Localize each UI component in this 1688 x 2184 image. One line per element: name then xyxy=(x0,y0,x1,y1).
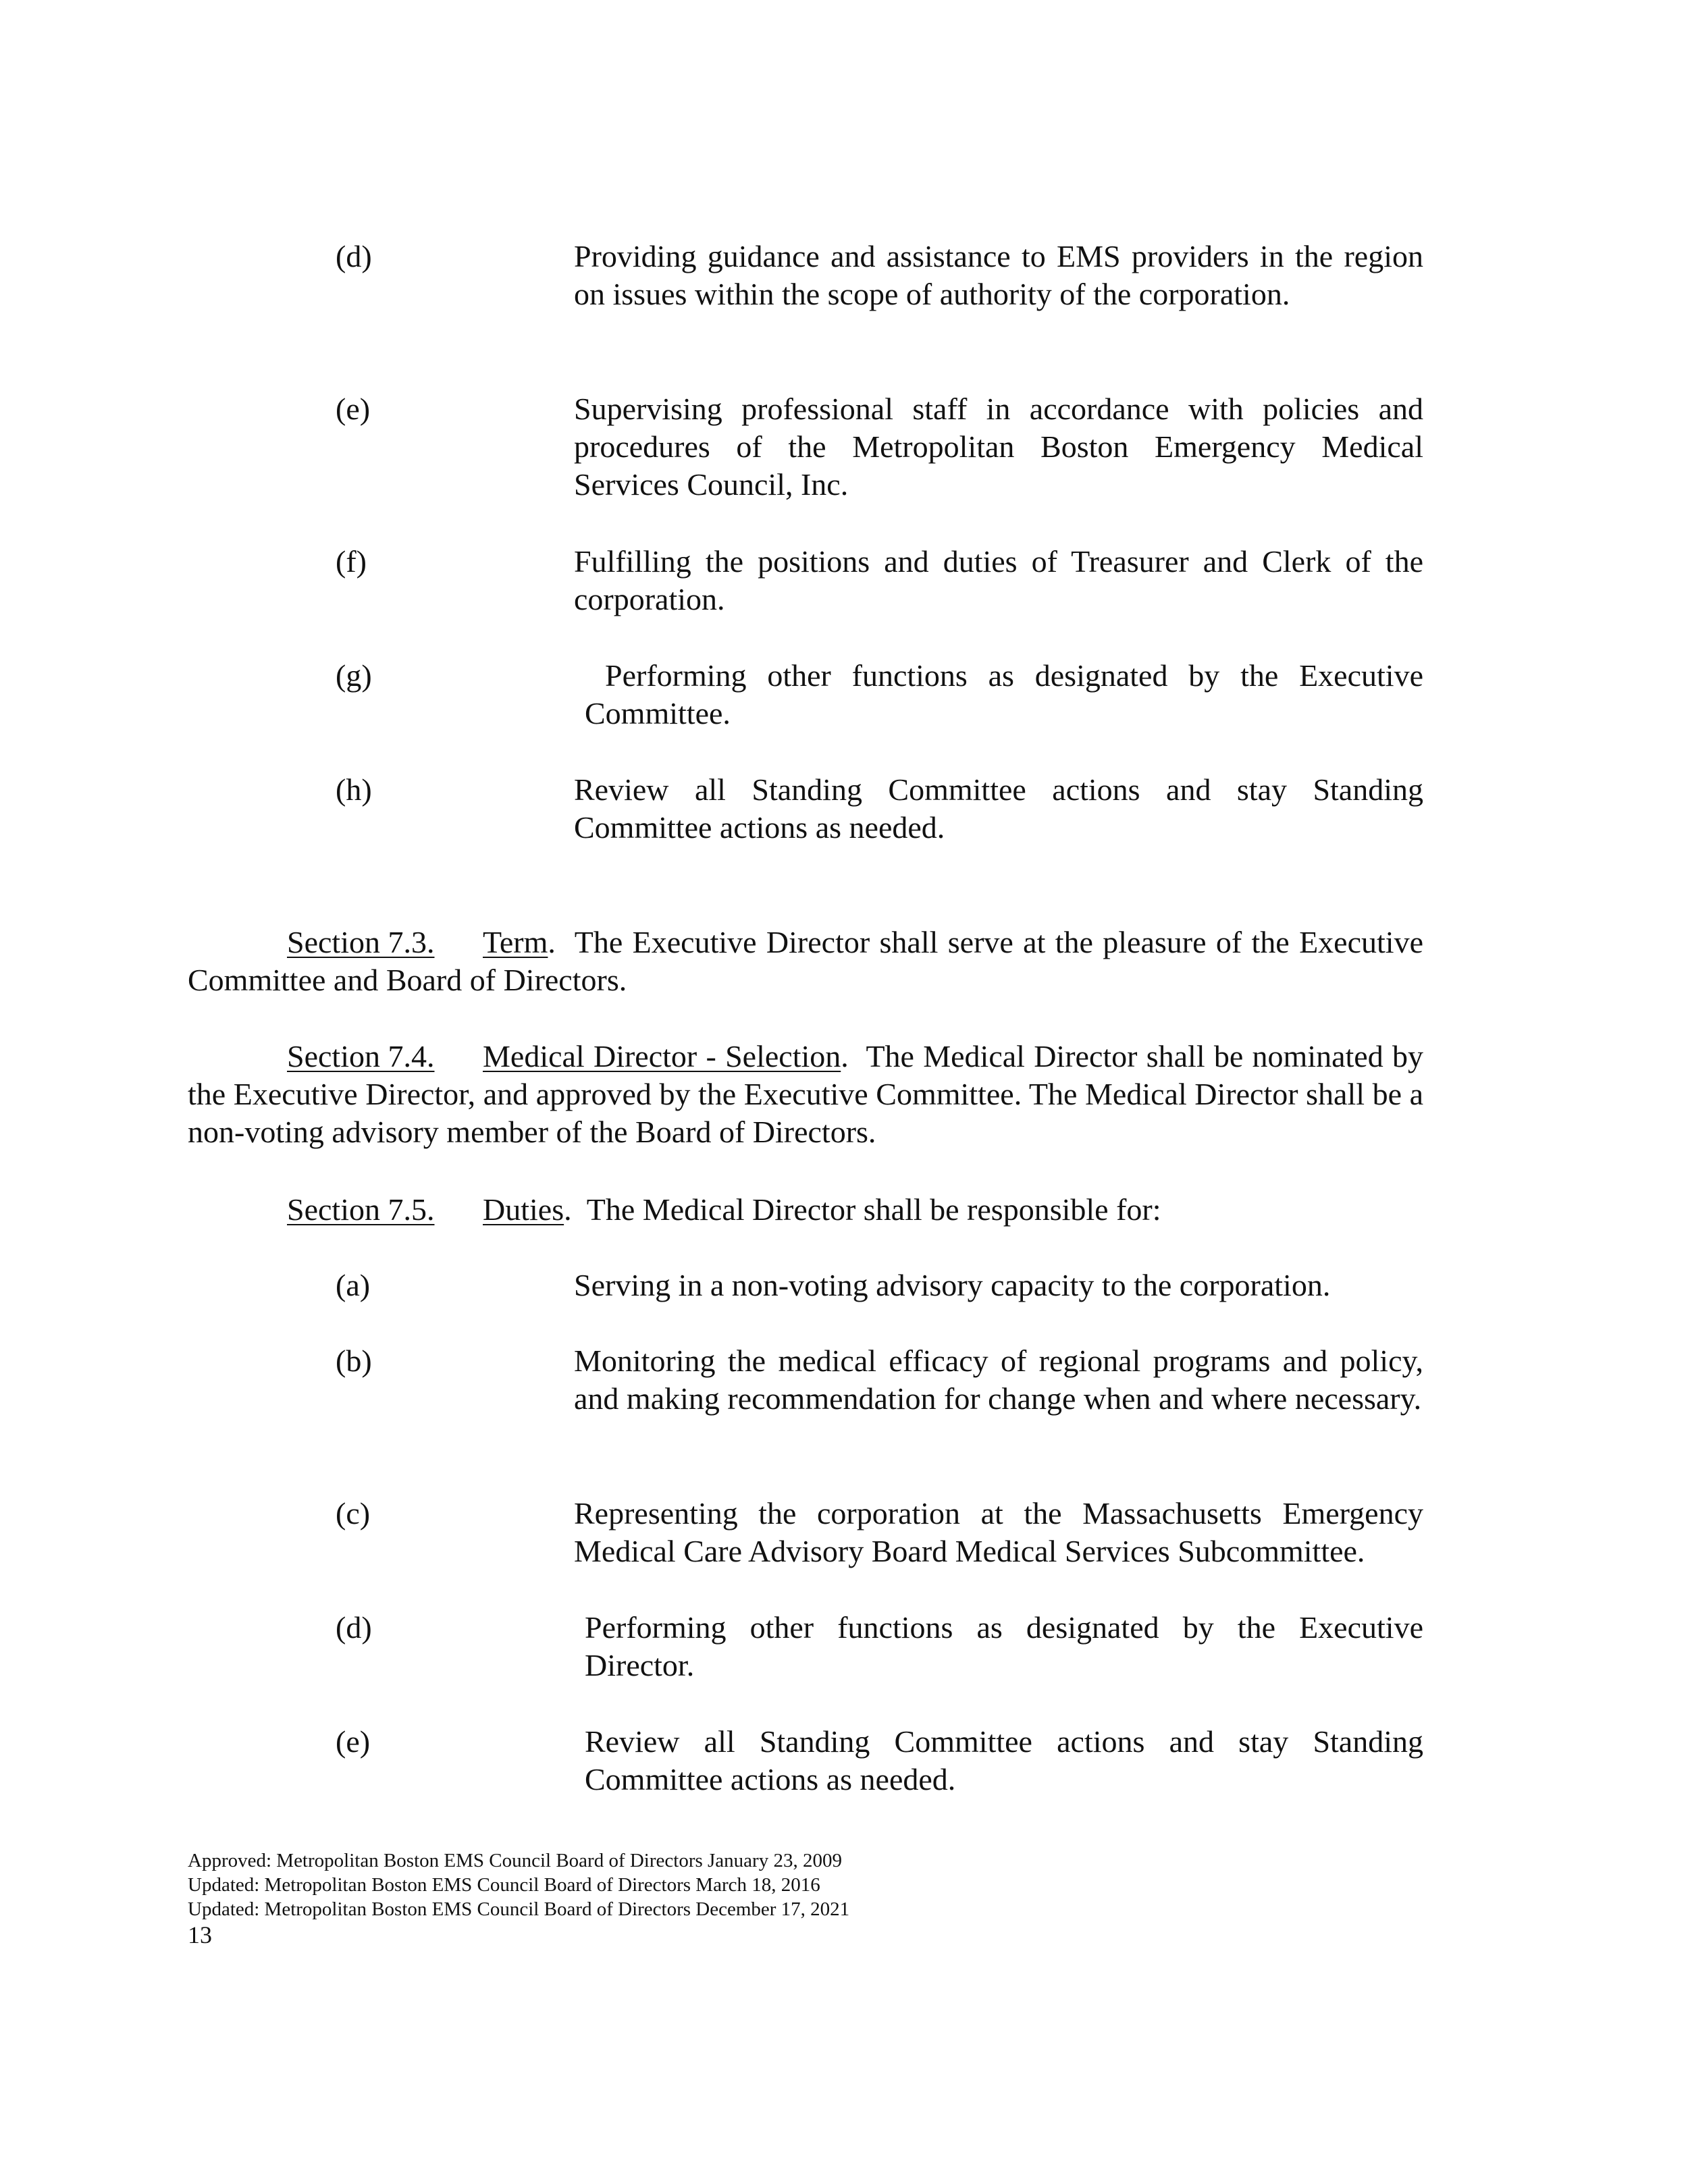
item-text: Representing the corporation at the Massachusetts Emergency Medical Care Advisory Board Medical Services Subcommittee. xyxy=(574,1496,1423,1568)
item-text: Performing other functions as designated by the Executive Committee. xyxy=(585,658,1423,730)
section-text: The Medical Director shall be responsible for: xyxy=(586,1192,1161,1227)
item-text: Providing guidance and assistance to EMS providers in the region on issues within the scope of authority of the corporation. xyxy=(574,239,1423,311)
heading-period: . xyxy=(564,1192,587,1227)
item-label: (h) xyxy=(336,772,372,807)
section-7-5 xyxy=(188,1191,1423,1229)
footer-updated-2: Updated: Metropolitan Boston EMS Council Board of Directors December 17, 2021 xyxy=(188,1898,850,1920)
item-label: (b) xyxy=(336,1343,372,1378)
item-label: (g) xyxy=(336,658,372,693)
section-heading: Medical Director - Selection xyxy=(483,1039,841,1073)
item-text: Serving in a non-voting advisory capacity to the corporation. xyxy=(574,1268,1331,1302)
item-label: (c) xyxy=(336,1496,371,1530)
section-7-3 xyxy=(188,924,1423,999)
heading-period: . xyxy=(548,925,575,959)
section-heading: Term xyxy=(483,925,548,959)
footer-approved: Approved: Metropolitan Boston EMS Council Board of Directors January 23, 2009 xyxy=(188,1850,842,1871)
item-text: Monitoring the medical efficacy of regional programs and policy, and making recommendation for change when and where necessary. xyxy=(574,1343,1423,1416)
section-number: Section 7.3. xyxy=(287,925,435,959)
section-text: The Executive Director shall serve at the pleasure of the Executive Committee and Board of Directors. xyxy=(188,925,1423,997)
item-label: (d) xyxy=(336,239,372,273)
item-text: Performing other functions as designated by the Executive Director. xyxy=(585,1610,1423,1682)
item-text xyxy=(574,771,1423,847)
footer-updated-1: Updated: Metropolitan Boston EMS Council Board of Directors March 18, 2016 xyxy=(188,1874,820,1896)
section-text: The Medical Director shall be nominated by the Executive Director, and approved by the Executive Committee. The Medical Director shall be a non-voting advisory member of the Board of Directors. xyxy=(188,1039,1423,1149)
item-label: (f) xyxy=(336,544,367,579)
heading-period: . xyxy=(841,1039,866,1073)
item-label: (e) xyxy=(336,392,371,426)
section-number: Section 7.5. xyxy=(287,1192,435,1227)
item-text: Supervising professional staff in accordance with policies and procedures of the Metropolitan Boston Emergency Medical Services Council, Inc. xyxy=(574,392,1423,502)
item-label: (e) xyxy=(336,1724,371,1759)
item-label: (a) xyxy=(336,1268,371,1302)
item-text: Review all Standing Committee actions and stay Standing Committee actions as needed. xyxy=(585,1724,1423,1796)
section-heading: Duties xyxy=(483,1192,564,1227)
item-label: (d) xyxy=(336,1610,372,1645)
section-7-4 xyxy=(188,1038,1423,1151)
page-number: 13 xyxy=(188,1921,212,1948)
section-number: Section 7.4. xyxy=(287,1039,435,1073)
item-text: Fulfilling the positions and duties of Treasurer and Clerk of the corporation. xyxy=(574,544,1423,616)
page-footer xyxy=(188,1848,849,1948)
item-text-run: Review all Standing Committee actions and stay Standing Committee actions as needed. xyxy=(574,772,1423,845)
